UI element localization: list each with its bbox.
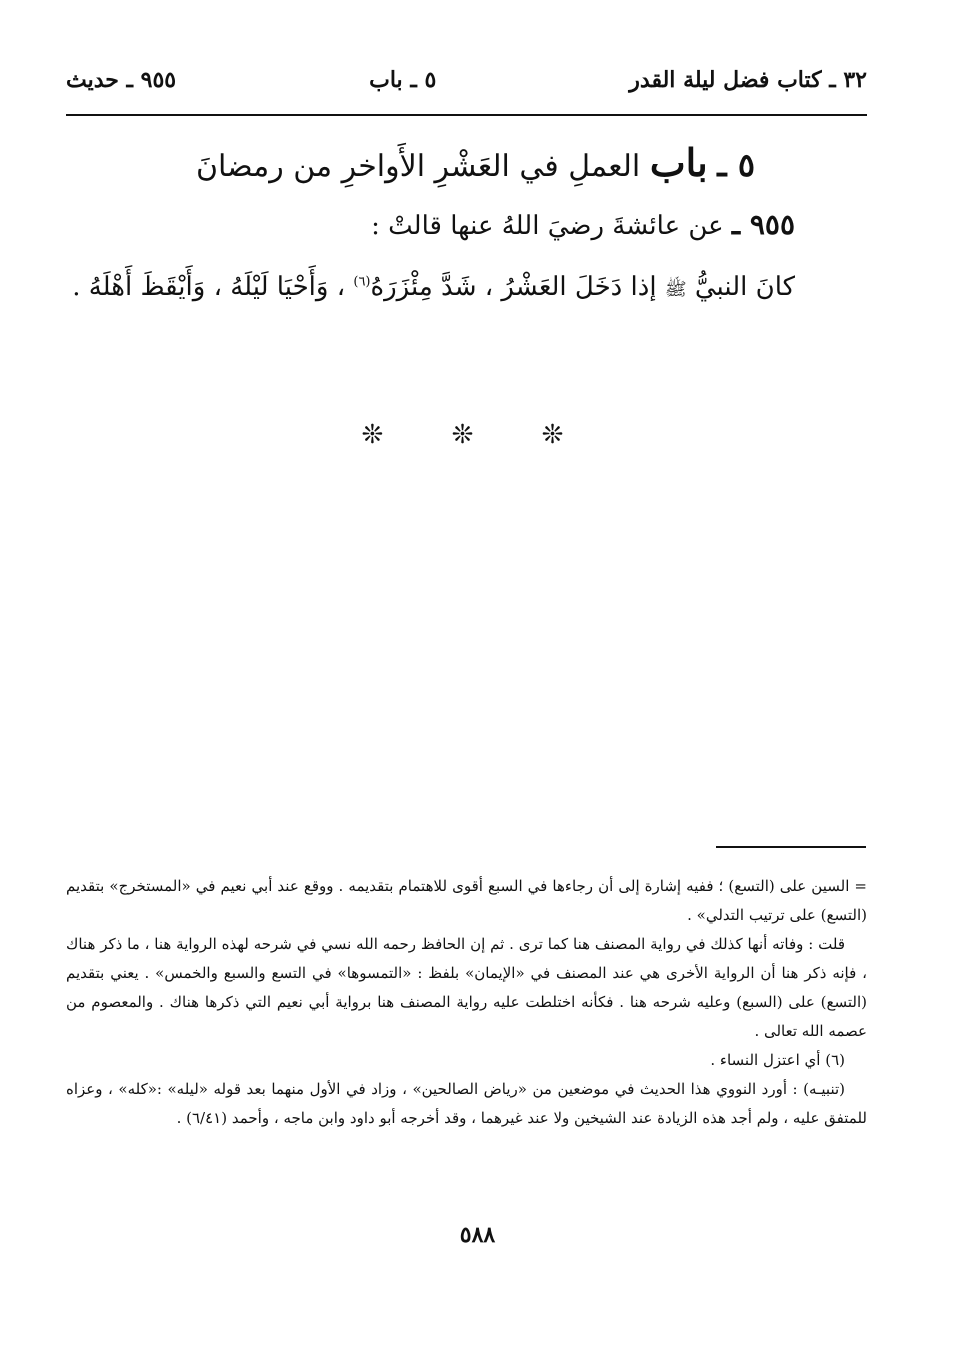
- chapter-title: [180, 140, 755, 185]
- chapter-number: ٥ ـ: [717, 146, 755, 184]
- footnote-comment: قلت : وفاته أنها كذلك في رواية المصنف هنا كما ترى . ثم إن الحافظ رحمه الله نسي في شرحه لهذه الرواية هنا ، ما ذكر هناك ، فإنه ذكر هنا أن الرواية الأخرى هي عند المصنف في «الإيمان» بلفظ : «التمسوها» في التسع والسبع والخمس» . يعني بتقديم (التسع) على (السبع) وعليه شرحه هنا . فكأنه اختلطت عليه رواية المصنف هنا برواية أبي نعيم التي ذكرها هناك . والمعصوم من عصمه الله تعالى .: [66, 935, 867, 1040]
- hadith-text-middle: إذا دَخَلَ العَشْرُ ، شَدَّ مِئْزَرَهُ: [370, 272, 657, 302]
- chapter-bab-label: باب: [649, 140, 708, 185]
- footnote-continuation: = السين على (التسع) ؛ ففيه إشارة إلى أن رجاءها في السبع أقوى للاهتمام بتقديمه . ووقع عند أبي نعيم في «المستخرج» بتقديم (التسع) على ترتيب التدلي» .: [66, 877, 867, 924]
- section-separator: ❊ ❊ ❊: [361, 420, 594, 450]
- hadith-number: ٩٥٥ ـ: [731, 208, 795, 241]
- footnote-rule: [716, 846, 866, 848]
- header-hadith-number: ٩٥٥ ـ حديث: [66, 67, 177, 93]
- footnote-tanbih: (تنبيـه) : أورد النووي هذا الحديث في موضعين من «رياض الصالحين» ، وزاد في الأول منهما بعد قوله «ليله» :«كله» ، وعزاه للمتفق عليه ، ولم أجد هذه الزيادة عند الشيخين ولا عند غيرهما ، وقد أخرجه أبو داود وابن ماجه ، وأحمد (٦/٤١) .: [66, 1080, 867, 1127]
- footnote-6: (٦) أي اعتزل النساء .: [710, 1051, 845, 1069]
- header-book-title: ٣٢ ـ كتاب فضل ليلة القدر: [629, 67, 867, 93]
- page-number: ٥٨٨: [459, 1222, 496, 1248]
- hadith-narrator: عن عائشةَ رضيَ اللهُ عنها قالتْ :: [371, 211, 724, 241]
- footnotes: [66, 872, 867, 1133]
- hadith-text-start: كانَ النبيُّ: [694, 272, 795, 302]
- header-chapter: ٥ ـ باب: [369, 67, 437, 93]
- salutation-symbol: ﷺ: [664, 279, 687, 300]
- header-rule: [66, 114, 867, 116]
- chapter-title-text: العملِ في العَشْرِ الأَواخرِ من رمضانَ: [195, 149, 641, 184]
- running-header: [66, 62, 867, 98]
- footnote-ref: (٦): [353, 274, 371, 290]
- hadith-text: [72, 272, 795, 304]
- hadith-heading: [330, 208, 795, 241]
- hadith-text-end: ، وَأَحْيَا لَيْلَهُ ، وَأَيْقَظَ أَهْلَهُ .: [72, 272, 346, 302]
